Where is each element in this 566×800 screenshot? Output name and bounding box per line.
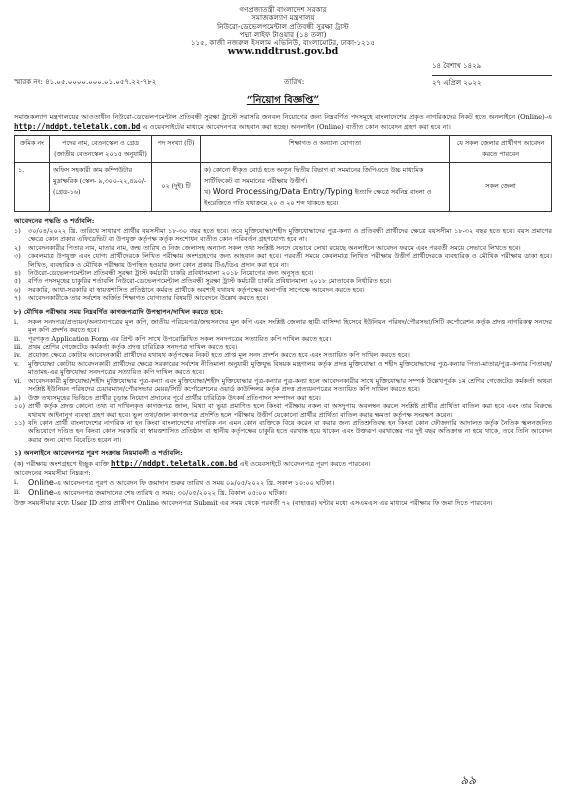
header-line3: নিউরো-ডেভেলপমেন্টাল প্রতিবন্ধী সুরক্ষা ট্রাস্ট bbox=[217, 21, 349, 31]
reference-row bbox=[14, 62, 552, 88]
list-item-number: v. bbox=[14, 359, 19, 368]
col-serial: ক্রমিক নং bbox=[15, 135, 50, 162]
schedule-heading: আবেদনের সময়সীমা নিম্নরূপ: bbox=[14, 469, 91, 478]
list-item-emphasis: Online bbox=[28, 477, 54, 487]
list-item-number: iv. bbox=[14, 351, 22, 360]
list-item-rest: -এ আবেদনপত্র জমাদানের শেষ তারিখ ও সময়: ৩০/০৫/২০২২ খ্রি. বিকাল ০৫:০০ ঘটিকা। bbox=[53, 489, 287, 498]
list-item-number: ৪) bbox=[14, 268, 21, 277]
schedule-list bbox=[14, 478, 552, 499]
list-item-number: i. bbox=[14, 477, 19, 486]
list-item-number: ১) bbox=[14, 226, 21, 235]
list-item-rest: -এ আবেদনপত্র পূরণ ও আবেদন ফি জমাদান শুরুর তারিখ ও সময় ০৯/০৫/২০২২ খ্রি. সকাল ১০:০০ ঘটিকা। bbox=[53, 478, 335, 487]
list-item-text: সরকারি, আধা-সরকারি বা স্বায়ত্তশাসিত প্রতিষ্ঠানে কর্মরত প্রার্থীকে অবশ্যই যথাযথ কর্তৃপক্ষের অনাপত্তি সাপেক্ষে আবেদন করতে হবে। bbox=[28, 285, 365, 294]
list-item-text: কেবলমাত্র উপযুক্ত এবং যোগ্য প্রার্থীদেরকে লিখিত পরীক্ষায় অংশগ্রহণের জন্য আহবান করা হবে। পরবর্তী সময়ে কেবলমাত্র লিখিত পরীক্ষায় উত্তীর্ণ প্রার্থীদেরকে ব্যবহারিক ও মৌখিক পরীক্ষায় ডাকা হবে। লিখিত, ব্যবহারিক ও মৌখিক পরীক্ষায় উপস্থিত হওয়ার জন্য কোন প্রকার টিএ/ডিএ প্রদান করা হবে না। bbox=[28, 252, 552, 269]
cell-serial: ১. bbox=[15, 162, 50, 211]
header-line5: ১১৫, কাজী নজরুল ইসলাম এভিনিউ, বাংলামোটর, ঢাকা-১২১৫ bbox=[190, 38, 376, 48]
list-item bbox=[14, 394, 552, 402]
online-paragraph bbox=[14, 459, 552, 469]
list-item bbox=[14, 402, 552, 419]
header-website[interactable]: www.nddtrust.gov.bd bbox=[227, 46, 339, 58]
list-item-number: iii. bbox=[14, 343, 23, 352]
conditions-list bbox=[14, 227, 552, 303]
list-item bbox=[14, 294, 552, 302]
list-item-text bbox=[28, 488, 552, 498]
intro-text-a: সমাজকল্যাণ মন্ত্রণালয়ের আওতাধীন নিউরো-ডেভেলপমেন্টাল প্রতিবন্ধী সুরক্ষা ট্রাস্টে সরাসরি জনবল নিয়োগের জন্য নিম্নবর্ণিত পদসমূহে বাংলাদেশের প্রকৃত নাগরিকদের নিকট হতে অনলাইনে (Online)-এ bbox=[14, 113, 552, 122]
list-item-text: প্রার্থী কর্তৃক প্রদত্ত কোনো তথ্য বা দাখিলকৃত কাগজপত্র জাল, মিথ্যা বা ভুয়া প্রমাণিত হলে কিংবা পরীক্ষায় নকল বা অসদুপায় অবলম্বন করলে সংশ্লিষ্ট প্রার্থীর প্রার্থিতা বাতিল করা হবে এবং তার বিরুদ্ধে যথাযথ আইনানুগ ব্যবস্থা গ্রহণ করা হবে। ভুল তথ্য/জাল কাগজপত্র প্রদর্শিত হলে পরীক্ষায় উত্তীর্ণ যেকোনো প্রার্থীর প্রার্থিতা বাতিল করার ক্ষমতা কর্তৃপক্ষ সংরক্ষণ করেন। bbox=[28, 402, 552, 419]
list-item-text: আবেদনকারীর পিতার নাম, মাতার নাম, জন্ম তারিখ ও নিজ জেলাসহ অন্যান্য সকল তথ্য সংশ্লিষ্ট সনদে যেভাবে লেখা রয়েছে অনলাইনে আবেদন ফরমে এবং পরবর্তী সময়ে সেভাবে লিখতে হবে। bbox=[28, 243, 521, 252]
letterhead bbox=[14, 6, 552, 58]
list-item-number: ৯) bbox=[14, 393, 21, 402]
list-item-text: প্রথম শ্রেণির গেজেটেড কর্মকর্তা কর্তৃক প্রদত্ত চারিত্রিক সনদপত্র দাখিল করতে হবে। bbox=[28, 343, 238, 352]
list-item bbox=[14, 244, 552, 252]
cell-count: ০২ (দুই) টি bbox=[152, 162, 201, 211]
qualification-b-skill: Word Processing/Data Entry/Typing bbox=[212, 186, 353, 196]
list-item-text: উক্ত তথ্যসমূহের ভিত্তিতে প্রার্থীর চূড়ান্ত নিয়োগ প্রদানের পূর্বে প্রার্থীর চারিত্রিক উৎকর্ষ প্রতিপাদন সম্পাদন করা হবে। bbox=[28, 393, 321, 402]
list-item-text: নিউরো-ডেভেলপমেন্টাল প্রতিবন্ধী সুরক্ষা ট্রাস্ট কর্মচারী চাকরি প্রবিধানমালা ২০১৮ নিয়োগের জন্য অনুসৃত হবে। bbox=[28, 268, 314, 277]
list-item-number: vi. bbox=[14, 376, 22, 385]
list-item-number: ii. bbox=[14, 488, 21, 497]
list-item bbox=[14, 360, 552, 377]
col-post: পদের নাম, বেতনস্কেল ও গ্রেড (জাতীয় বেতনস্কেল ২০১৫ অনুযায়ী) bbox=[50, 135, 152, 162]
memo-number: স্মারক নং: ৪১.০৫.০০০০.০০০.০১.০৫৭.২২-৭৮২ bbox=[14, 78, 157, 87]
list-item bbox=[14, 351, 552, 359]
col-qualification: শিক্ষাগত ও অন্যান্য যোগ্যতা bbox=[201, 135, 450, 162]
list-item bbox=[14, 377, 552, 394]
list-item bbox=[14, 277, 552, 285]
list-item-text: সকল সনদপত্র/প্রত্যয়ন/অন্যান্যপত্রের মূল কপি, জাতীয় পরিচয়পত্র/জন্মসনদের মূল কপি এবং সংশ্লিষ্ট জেলার স্থায়ী বাসিন্দা হিসেবে ইউনিয়ন পরিষদ/পৌরসভা/সিটি কর্পোরেশন কর্তৃক প্রদত্ত নাগরিকত্ব সনদের মূল কপি প্রদর্শন করতে হবে। bbox=[28, 317, 552, 335]
list-item-number: ৫) bbox=[14, 277, 21, 286]
list-item-text: আবেদনকারী মুক্তিযোদ্ধা/শহীদ মুক্তিযোদ্ধার পুত্র-কন্যা এবং মুক্তিযোদ্ধা/শহীদ মুক্তিযোদ্ধার পুত্র-কন্যার পুত্র-কন্যা হলে আবেদনকারীর সাথে মুক্তিযোদ্ধার সম্পর্ক উল্লেখপূর্বক ১ম শ্রেণির গেজেটেড কর্মকর্তা অথবা সংশ্লিষ্ট ইউনিয়ন পরিষদের চেয়ারম্যান/পৌরসভার মেয়র/সিটি কর্পোরেশনের ওয়ার্ড কাউন্সিলর কর্তৃক প্রদত্ত প্রত্যয়নপত্রের সত্যায়িত কপি দাখিল করতে হবে। bbox=[28, 376, 552, 394]
list-item bbox=[14, 252, 552, 269]
section-documents-title: ৮) মৌখিক পরীক্ষার সময় নিম্নবর্ণিত কাগজপত্রাদি উপস্থাপন/দাখিল করতে হবে: bbox=[14, 307, 224, 316]
list-item bbox=[14, 419, 552, 444]
list-item-number: ৩) bbox=[14, 252, 21, 261]
section-conditions-title: আবেদনের পদ্ধতি ও শর্তাবলি: bbox=[14, 216, 95, 225]
list-item-emphasis: Online bbox=[28, 488, 54, 498]
date-english: ২৭ এপ্রিল ২০২২ bbox=[432, 78, 482, 87]
list-item-text: মুক্তিযোদ্ধা কোটায় আবেদনকারী প্রার্থীদের ক্ষেত্রে সরকারের সর্বশেষ নীতিমালা অনুযায়ী মুক্তিযুদ্ধ বিষয়ক মন্ত্রণালয় কর্তৃক প্রদত্ত মুক্তিযোদ্ধা ও শহীদ মুক্তিযোদ্ধাদের পুত্র-কন্যার পিতা-মাতার/পুত্র-কন্যার পিতামহ/মাতামহ-এর মুক্তিযোদ্ধা সনদপত্রের সত্যায়িত কপি দাখিল করতে হবে। bbox=[28, 359, 552, 377]
list-item-number: ৬) bbox=[14, 285, 21, 294]
list-item-text: যদি কোন প্রার্থী বাংলাদেশের নাগরিক না হন কিংবা বাংলাদেশের নাগরিক নন এমন কোন ব্যক্তিকে বিয়ে করেন বা করার জন্য প্রতিশ্রুতিবদ্ধ হন কিংবা কোন ফৌজদারি আদালত কর্তৃক নৈতিক স্খলনজনিত অভিযোগে দণ্ডিত হন কিংবা কোন সরকারি বা স্বায়ত্তশাসিত প্রতিষ্ঠান বা স্থানীয় কর্তৃপক্ষের চাকুরি হতে বরখাস্ত হয়ে থাকেন এবং উক্তরূপ বরখাস্তের পর দুই বছর অতিক্রান্ত না হয়ে থাকে, তবে তিনি আবেদন করার জন্য যোগ্য বিবেচিত হবেন না। bbox=[28, 418, 552, 444]
list-item bbox=[14, 478, 552, 488]
qualification-a: ক) কোনো স্বীকৃত বোর্ড হতে অন্যূন দ্বিতীয় বিভাগ বা সমমানের জিপিএতে উচ্চ মাধ্যমিক সার্টিফিকেট বা সমমানের পরীক্ষায় উত্তীর্ণ। bbox=[204, 165, 424, 185]
section-online-title: ১) অনলাইনে আবেদনপত্র পূরণ সংক্রান্ত নিয়মাবলী ও শর্তাবলি: bbox=[14, 449, 183, 458]
list-item-text: ৩০/০৪/২০২২ খ্রি. তারিখে সাধারণ প্রার্থীর বয়সসীমা ১৮-৩০ বছর হতে হবে। তবে মুক্তিযোদ্ধা/শহীদ মুক্তিযোদ্ধাদের পুত্র-কন্যা ও প্রতিবন্ধী প্রার্থীদের ক্ষেত্রে বয়সসীমা ১৮-৩২ বছর হতে হবে। বয়স প্রমাণের ক্ষেত্রে কোন প্রকার এফিডেভিট বা উপযুক্ত কর্তৃপক্ষ কর্তৃক সংশোধন ব্যতীত কোন পরিবর্তন গ্রহণযোগ্য হবে না। bbox=[28, 226, 552, 244]
intro-paragraph bbox=[14, 113, 552, 132]
closing-paragraph: উক্ত সময়সীমার মধ্যে User ID প্রাপ্ত প্রার্থীগণ Online আবেদনপত্র Submit এর সময় থেকে পরবর্তী ৭২ (বাহাত্তর) ঘন্টার মধ্যে এসএমএস এর মাধ্যমে পরীক্ষার ফি জমা দিতে পারবেন। bbox=[14, 498, 493, 507]
list-item-number: ii. bbox=[14, 334, 21, 343]
header-line2: সমাজকল্যাণ মন্ত্রণালয় bbox=[251, 13, 315, 23]
header-line1: গণপ্রজাতন্ত্রী বাংলাদেশ সরকার bbox=[239, 5, 327, 14]
online-url-link[interactable]: http://nddpt.teletalk.com.bd bbox=[111, 459, 238, 469]
table-row bbox=[15, 162, 552, 211]
cell-district: সকল জেলা bbox=[450, 162, 552, 211]
list-item bbox=[14, 488, 552, 498]
list-item-text: আবেদনকারীকে তার সর্বশেষ অর্জিত শিক্ষাগত যোগ্যতার বিষয়টি আবেদনে উল্লেখ করতে হবে। bbox=[28, 294, 269, 303]
col-count: পদ সংখ্যা (টি) bbox=[152, 135, 201, 162]
list-item bbox=[14, 318, 552, 335]
list-item-number: ২) bbox=[14, 243, 21, 252]
list-item-text: পূরণকৃত Application Form এর প্রিন্ট কপি সাথে উপরোল্লিখিত সকল সনদপত্রের সত্যায়িত কপি দাখিল করতে হবে। bbox=[28, 334, 332, 343]
documents-list bbox=[14, 318, 552, 394]
list-item bbox=[14, 335, 552, 343]
cell-qualification bbox=[201, 162, 450, 211]
date-label: তারিখ: bbox=[284, 78, 305, 87]
list-item-number: ১০) bbox=[14, 402, 25, 411]
other-conditions-list bbox=[14, 394, 552, 445]
qualification-b bbox=[204, 187, 446, 209]
signature: ৯৯ bbox=[460, 773, 476, 787]
online-text-a: (ক) পরীক্ষায় অংশগ্রহণে ইচ্ছুক ব্যক্তি bbox=[14, 460, 109, 469]
list-item bbox=[14, 227, 552, 244]
online-text-b: এই ওয়েবসাইটে আবেদনপত্র পূরণ করতে পারবেন। bbox=[239, 460, 371, 469]
list-item-number: ৭) bbox=[14, 294, 21, 303]
date-bangla: ১৪ বৈশাখ ১৪২৯ bbox=[432, 62, 482, 71]
intro-url-link[interactable]: http://nddpt.teletalk.com.bd bbox=[14, 121, 141, 131]
vacancy-table bbox=[14, 135, 552, 212]
notice-title: “নিয়োগ বিজ্ঞপ্তি” bbox=[246, 95, 320, 107]
intro-text-b: এ ওয়েবসাইটের মাধ্যমে আবেদনপত্র আহবান করা হচ্ছে। অনলাইন (Online) ব্যতীত কোন আবেদন গ্রহণ করা হবে না। bbox=[142, 122, 451, 131]
list-item-text: বর্ণিত পদসমূহের চাকুরির শর্তাবলি নিউরো-ডেভেলপমেন্টাল প্রতিবন্ধী সুরক্ষা ট্রাস্ট কর্মচারী চাকরি প্রবিধানমালা ২০১৮ মোতাবেক নির্ধারিত হবে। bbox=[28, 277, 392, 286]
qualification-b-prefix: খ) bbox=[204, 187, 211, 196]
list-item-number: ১১) bbox=[14, 418, 25, 427]
col-district: যে সকল জেলার প্রার্থীগণ আবেদন করতে পারবেন bbox=[450, 135, 552, 162]
list-item-number: i. bbox=[14, 317, 19, 326]
list-item-text bbox=[28, 478, 552, 488]
list-item-text: প্রযোজ্য ক্ষেত্রে কোটায় আবেদনকারী প্রার্থীদের যথাযথ কর্তৃপক্ষের নিকট হতে প্রাপ্ত মূল সনদ প্রদর্শন করতে হবে এবং সত্যায়িত কপি দাখিল করতে হবে। bbox=[28, 351, 410, 360]
qualification-b-rest: ইত্যাদি ক্ষেত্রে সর্বনিম্ন বাংলা ও ইংরেজিতে গতি যথাক্রমে ২০ ও ২০ শব্দ থাকতে হবে। bbox=[204, 187, 432, 207]
cell-post: অফিস সহকারী কাম কম্পিউটার মুদ্রাক্ষরিক (স্কেল- ৯,৩০০-২২,৪৯০/-(গ্রেড-১৬) bbox=[50, 162, 152, 211]
date-block bbox=[432, 62, 552, 88]
header-line4: পদ্মা লাইফ টাওয়ার (১৪ তলা) bbox=[239, 29, 327, 39]
